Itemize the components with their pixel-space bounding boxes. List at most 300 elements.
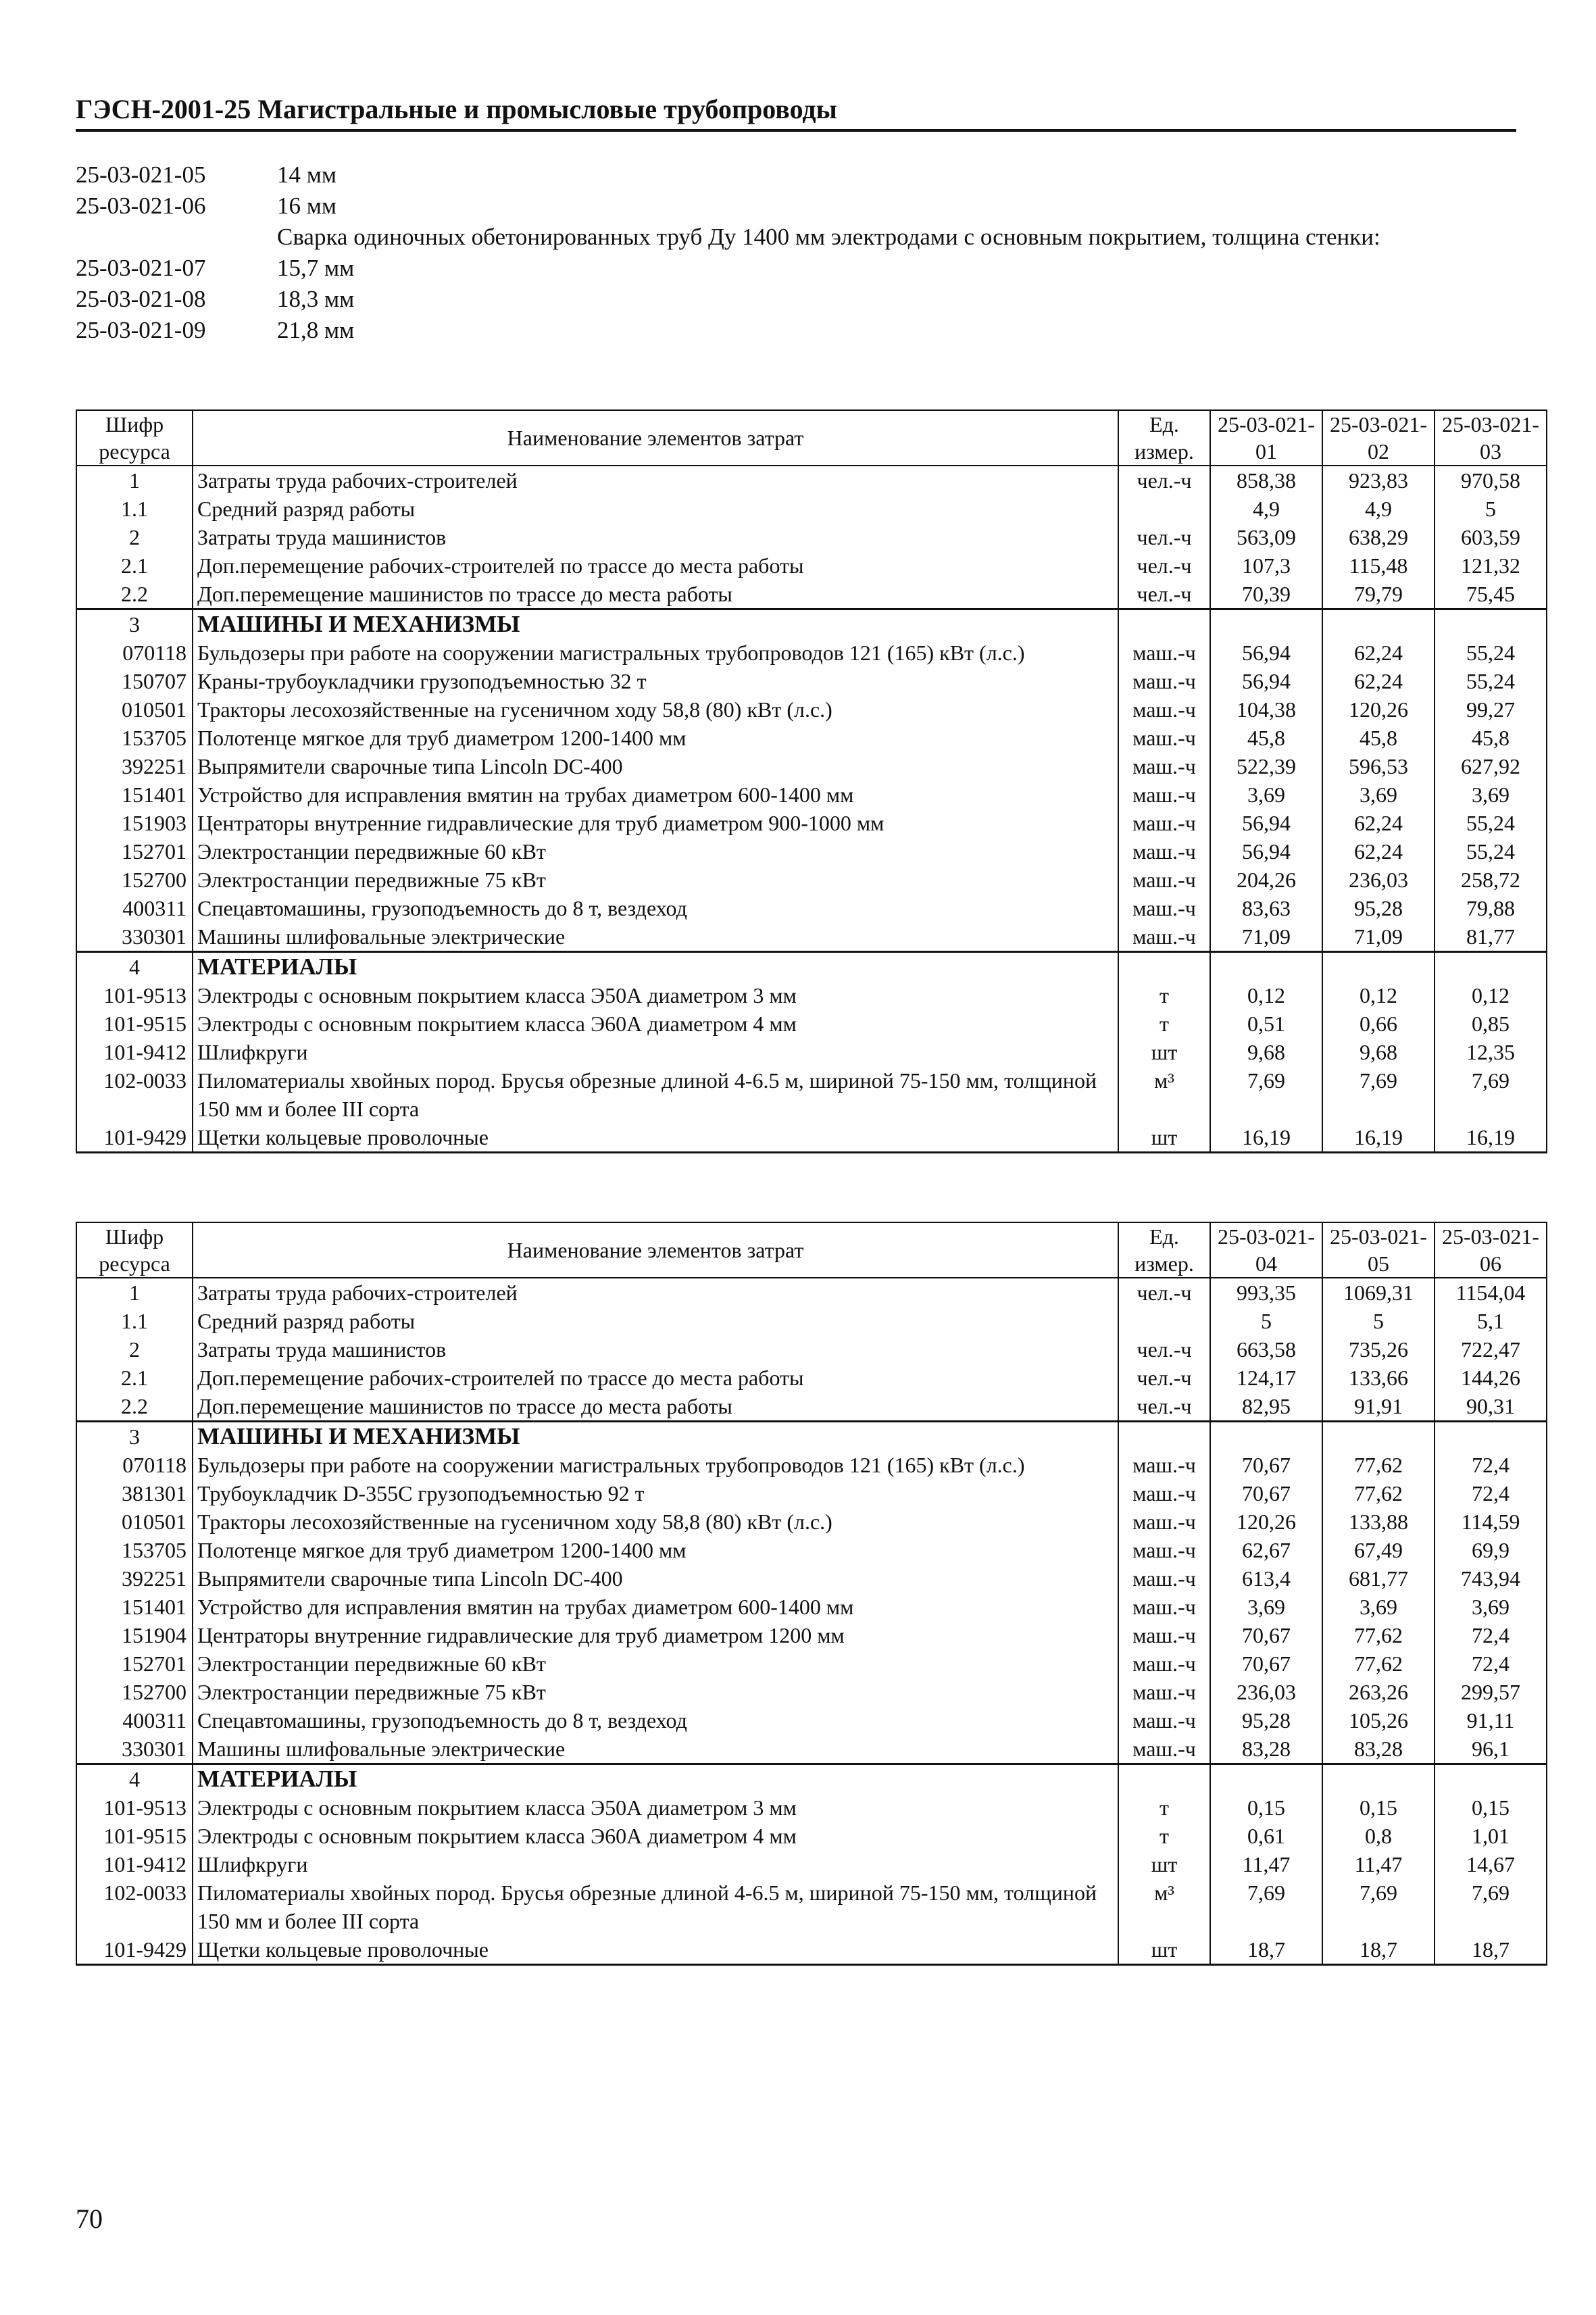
value-cell: 95,28 xyxy=(1210,1706,1322,1735)
intro-code: 25-03-021-06 xyxy=(76,193,206,219)
value-cell: 70,67 xyxy=(1210,1621,1322,1649)
value-cell xyxy=(1210,609,1322,639)
value-cell: 79,79 xyxy=(1322,580,1435,609)
value-cell: 5 xyxy=(1435,495,1547,523)
resource-code: 1 xyxy=(76,1278,193,1307)
unit: маш.-ч xyxy=(1118,809,1210,837)
value-cell: 613,4 xyxy=(1210,1564,1322,1593)
resource-name: Полотенце мягкое для труб диаметром 1200-1400 мм xyxy=(193,724,1118,752)
resource-name: МАШИНЫ И МЕХАНИЗМЫ xyxy=(193,609,1118,639)
value-cell: 9,68 xyxy=(1322,1038,1435,1066)
value-cell: 7,69 xyxy=(1210,1066,1322,1123)
table-row xyxy=(76,1066,1547,1123)
resource-code: 101-9515 xyxy=(76,1822,193,1850)
unit: чел.-ч xyxy=(1118,1364,1210,1392)
resource-name: Машины шлифовальные электрические xyxy=(193,1735,1118,1764)
intro-line xyxy=(76,253,1515,284)
value-cell: 77,62 xyxy=(1322,1451,1435,1479)
intro-line xyxy=(76,159,1515,191)
resource-name: Электростанции передвижные 60 кВт xyxy=(193,1649,1118,1678)
resource-name: Электростанции передвижные 75 кВт xyxy=(193,866,1118,894)
resource-name: Средний разряд работы xyxy=(193,1307,1118,1335)
value-cell: 70,67 xyxy=(1210,1451,1322,1479)
resource-code: 010501 xyxy=(76,1508,193,1536)
table-row xyxy=(76,1392,1547,1422)
resource-code: 152700 xyxy=(76,1678,193,1706)
value-cell: 923,83 xyxy=(1322,466,1435,495)
value-cell: 77,62 xyxy=(1322,1479,1435,1508)
resource-code: 152700 xyxy=(76,866,193,894)
unit: маш.-ч xyxy=(1118,866,1210,894)
header-norm-code: 25-03-021-04 xyxy=(1210,1222,1322,1278)
header-name: Наименование элементов затрат xyxy=(193,410,1118,466)
unit: маш.-ч xyxy=(1118,1564,1210,1593)
value-cell: 16,19 xyxy=(1210,1123,1322,1153)
unit: маш.-ч xyxy=(1118,1593,1210,1621)
value-cell: 55,24 xyxy=(1435,837,1547,866)
resource-name: Трубоукладчик D-355C грузоподъемностью 92 т xyxy=(193,1479,1118,1508)
table-row xyxy=(76,1010,1547,1038)
unit: маш.-ч xyxy=(1118,1451,1210,1479)
resource-name: Электростанции передвижные 60 кВт xyxy=(193,837,1118,866)
intro-code: 25-03-021-08 xyxy=(76,286,206,312)
intro-text: 18,3 мм xyxy=(277,286,355,312)
value-cell: 144,26 xyxy=(1435,1364,1547,1392)
unit: маш.-ч xyxy=(1118,1735,1210,1764)
value-cell: 7,69 xyxy=(1210,1878,1322,1935)
value-cell: 1069,31 xyxy=(1322,1278,1435,1307)
unit: шт xyxy=(1118,1935,1210,1965)
resource-code: 1.1 xyxy=(76,1307,193,1335)
table-row xyxy=(76,466,1547,495)
value-cell: 681,77 xyxy=(1322,1564,1435,1593)
value-cell: 1154,04 xyxy=(1435,1278,1547,1307)
value-cell: 7,69 xyxy=(1322,1066,1435,1123)
table-row xyxy=(76,667,1547,695)
value-cell: 72,4 xyxy=(1435,1649,1547,1678)
unit: т xyxy=(1118,1010,1210,1038)
value-cell: 91,91 xyxy=(1322,1392,1435,1422)
intro-code xyxy=(76,222,277,253)
running-header: ГЭСН-2001-25 Магистральные и промысловые трубопроводы xyxy=(76,93,1516,132)
unit: маш.-ч xyxy=(1118,837,1210,866)
value-cell: 12,35 xyxy=(1435,1038,1547,1066)
value-cell xyxy=(1210,1764,1322,1794)
header-norm-code: 25-03-021-05 xyxy=(1322,1222,1435,1278)
value-cell: 299,57 xyxy=(1435,1678,1547,1706)
value-cell: 104,38 xyxy=(1210,695,1322,724)
resource-code: 2 xyxy=(76,523,193,551)
header-code: Шифр ресурса xyxy=(76,410,193,466)
resource-name: Бульдозеры при работе на сооружении магистральных трубопроводов 121 (165) кВт (л.с.) xyxy=(193,1451,1118,1479)
intro-line xyxy=(76,315,1515,346)
value-cell: 743,94 xyxy=(1435,1564,1547,1593)
unit: маш.-ч xyxy=(1118,667,1210,695)
value-cell: 638,29 xyxy=(1322,523,1435,551)
intro-line xyxy=(76,284,1515,315)
table-row xyxy=(76,1935,1547,1965)
unit: чел.-ч xyxy=(1118,551,1210,580)
unit: шт xyxy=(1118,1123,1210,1153)
value-cell: 3,69 xyxy=(1210,1593,1322,1621)
unit: чел.-ч xyxy=(1118,523,1210,551)
unit: маш.-ч xyxy=(1118,752,1210,780)
value-cell: 603,59 xyxy=(1435,523,1547,551)
header-unit: Ед. измер. xyxy=(1118,1222,1210,1278)
table-row xyxy=(76,1364,1547,1392)
table-row xyxy=(76,1878,1547,1935)
value-cell: 0,61 xyxy=(1210,1822,1322,1850)
table-row xyxy=(76,837,1547,866)
value-cell: 72,4 xyxy=(1435,1479,1547,1508)
table-row xyxy=(76,922,1547,952)
section-row xyxy=(76,1422,1547,1451)
unit: маш.-ч xyxy=(1118,1678,1210,1706)
unit: чел.-ч xyxy=(1118,1335,1210,1364)
value-cell: 56,94 xyxy=(1210,667,1322,695)
value-cell: 120,26 xyxy=(1322,695,1435,724)
value-cell: 79,88 xyxy=(1435,894,1547,922)
value-cell: 55,24 xyxy=(1435,809,1547,837)
value-cell: 18,7 xyxy=(1435,1935,1547,1965)
resource-name: Центраторы внутренние гидравлические для труб диаметром 1200 мм xyxy=(193,1621,1118,1649)
resource-code: 151903 xyxy=(76,809,193,837)
resource-name: Выпрямители сварочные типа Lincoln DC-400 xyxy=(193,752,1118,780)
value-cell: 0,8 xyxy=(1322,1822,1435,1850)
unit: т xyxy=(1118,981,1210,1010)
value-cell: 96,1 xyxy=(1435,1735,1547,1764)
unit: шт xyxy=(1118,1038,1210,1066)
resource-code: 101-9429 xyxy=(76,1123,193,1153)
value-cell: 7,69 xyxy=(1435,1066,1547,1123)
table-row xyxy=(76,551,1547,580)
resource-code: 151401 xyxy=(76,780,193,809)
table-row xyxy=(76,1678,1547,1706)
resource-code: 101-9513 xyxy=(76,1793,193,1822)
resource-name: Устройство для исправления вмятин на трубах диаметром 600-1400 мм xyxy=(193,780,1118,809)
value-cell: 3,69 xyxy=(1322,1593,1435,1621)
table-row xyxy=(76,1822,1547,1850)
table-row xyxy=(76,639,1547,667)
value-cell xyxy=(1435,952,1547,982)
value-cell xyxy=(1322,1422,1435,1451)
value-cell: 91,11 xyxy=(1435,1706,1547,1735)
value-cell: 0,15 xyxy=(1322,1793,1435,1822)
unit: маш.-ч xyxy=(1118,1649,1210,1678)
value-cell: 14,67 xyxy=(1435,1850,1547,1878)
value-cell: 9,68 xyxy=(1210,1038,1322,1066)
unit: м³ xyxy=(1118,1066,1210,1123)
resource-code: 152701 xyxy=(76,837,193,866)
value-cell: 45,8 xyxy=(1435,724,1547,752)
value-cell: 236,03 xyxy=(1322,866,1435,894)
resource-name: Затраты труда рабочих-строителей xyxy=(193,466,1118,495)
unit: чел.-ч xyxy=(1118,466,1210,495)
value-cell: 45,8 xyxy=(1322,724,1435,752)
resource-name: Полотенце мягкое для труб диаметром 1200-1400 мм xyxy=(193,1536,1118,1564)
value-cell: 258,72 xyxy=(1435,866,1547,894)
resource-name: Электроды с основным покрытием класса Э50А диаметром 3 мм xyxy=(193,1793,1118,1822)
intro-text: 21,8 мм xyxy=(277,317,355,343)
value-cell: 75,45 xyxy=(1435,580,1547,609)
value-cell: 83,28 xyxy=(1210,1735,1322,1764)
unit: маш.-ч xyxy=(1118,724,1210,752)
value-cell: 0,12 xyxy=(1210,981,1322,1010)
table-row xyxy=(76,1649,1547,1678)
resource-code: 153705 xyxy=(76,1536,193,1564)
resource-code: 101-9412 xyxy=(76,1850,193,1878)
resource-code: 152701 xyxy=(76,1649,193,1678)
resource-name: Пиломатериалы хвойных пород. Брусья обрезные длиной 4-6.5 м, шириной 75-150 мм, толщиной 150 мм и более III сорта xyxy=(193,1066,1118,1123)
value-cell: 107,3 xyxy=(1210,551,1322,580)
resource-name: Доп.перемещение рабочих-строителей по трассе до места работы xyxy=(193,1364,1118,1392)
unit xyxy=(1118,1422,1210,1451)
value-cell: 70,67 xyxy=(1210,1479,1322,1508)
resource-code: 330301 xyxy=(76,922,193,952)
value-cell: 3,69 xyxy=(1210,780,1322,809)
resource-code: 2.1 xyxy=(76,551,193,580)
value-cell: 45,8 xyxy=(1210,724,1322,752)
value-cell: 114,59 xyxy=(1435,1508,1547,1536)
resource-code: 102-0033 xyxy=(76,1878,193,1935)
resource-name: Краны-трубоукладчики грузоподъемностью 32 т xyxy=(193,667,1118,695)
intro-code: 25-03-021-05 xyxy=(76,161,206,188)
table-row xyxy=(76,1451,1547,1479)
table-row xyxy=(76,523,1547,551)
value-cell: 16,19 xyxy=(1435,1123,1547,1153)
resource-name: Электроды с основным покрытием класса Э60А диаметром 4 мм xyxy=(193,1822,1118,1850)
table-row xyxy=(76,1793,1547,1822)
value-cell: 0,12 xyxy=(1322,981,1435,1010)
value-cell: 0,66 xyxy=(1322,1010,1435,1038)
header-code: Шифр ресурса xyxy=(76,1222,193,1278)
table-row xyxy=(76,981,1547,1010)
table-row xyxy=(76,580,1547,609)
value-cell: 3,69 xyxy=(1322,780,1435,809)
value-cell: 522,39 xyxy=(1210,752,1322,780)
resource-code: 4 xyxy=(76,1764,193,1794)
value-cell: 7,69 xyxy=(1435,1878,1547,1935)
table-row xyxy=(76,1508,1547,1536)
intro-line xyxy=(76,191,1515,222)
table-row xyxy=(76,1536,1547,1564)
table-row xyxy=(76,809,1547,837)
value-cell: 722,47 xyxy=(1435,1335,1547,1364)
table-row xyxy=(76,1038,1547,1066)
value-cell: 56,94 xyxy=(1210,639,1322,667)
value-cell: 81,77 xyxy=(1435,922,1547,952)
value-cell: 56,94 xyxy=(1210,837,1322,866)
unit: маш.-ч xyxy=(1118,780,1210,809)
value-cell: 204,26 xyxy=(1210,866,1322,894)
section-row xyxy=(76,952,1547,982)
intro-text: 14 мм xyxy=(277,161,337,188)
value-cell: 0,15 xyxy=(1210,1793,1322,1822)
value-cell: 0,15 xyxy=(1435,1793,1547,1822)
value-cell xyxy=(1435,1422,1547,1451)
unit: маш.-ч xyxy=(1118,922,1210,952)
unit: чел.-ч xyxy=(1118,1392,1210,1422)
unit: маш.-ч xyxy=(1118,639,1210,667)
intro-code: 25-03-021-07 xyxy=(76,255,206,281)
header-name: Наименование элементов затрат xyxy=(193,1222,1118,1278)
resource-code: 010501 xyxy=(76,695,193,724)
value-cell: 115,48 xyxy=(1322,551,1435,580)
resource-code: 2.2 xyxy=(76,580,193,609)
unit xyxy=(1118,495,1210,523)
resource-table-1 xyxy=(76,409,1547,1153)
table-row xyxy=(76,894,1547,922)
resource-name: Машины шлифовальные электрические xyxy=(193,922,1118,952)
value-cell: 71,09 xyxy=(1322,922,1435,952)
value-cell: 663,58 xyxy=(1210,1335,1322,1364)
value-cell: 735,26 xyxy=(1322,1335,1435,1364)
value-cell: 596,53 xyxy=(1322,752,1435,780)
unit: маш.-ч xyxy=(1118,1706,1210,1735)
value-cell xyxy=(1435,1764,1547,1794)
table-row xyxy=(76,752,1547,780)
value-cell xyxy=(1210,952,1322,982)
value-cell: 18,7 xyxy=(1322,1935,1435,1965)
value-cell xyxy=(1322,952,1435,982)
value-cell: 77,62 xyxy=(1322,1621,1435,1649)
resource-code: 2.2 xyxy=(76,1392,193,1422)
table-row xyxy=(76,1307,1547,1335)
value-cell xyxy=(1322,609,1435,639)
value-cell: 4,9 xyxy=(1210,495,1322,523)
table-row xyxy=(76,1706,1547,1735)
section-row xyxy=(76,609,1547,639)
unit: маш.-ч xyxy=(1118,695,1210,724)
value-cell: 82,95 xyxy=(1210,1392,1322,1422)
value-cell: 70,67 xyxy=(1210,1649,1322,1678)
unit xyxy=(1118,1764,1210,1794)
value-cell: 72,4 xyxy=(1435,1621,1547,1649)
value-cell: 90,31 xyxy=(1435,1392,1547,1422)
unit xyxy=(1118,952,1210,982)
resource-code: 151904 xyxy=(76,1621,193,1649)
resource-code: 1 xyxy=(76,466,193,495)
resource-name: Электростанции передвижные 75 кВт xyxy=(193,1678,1118,1706)
resource-code: 400311 xyxy=(76,1706,193,1735)
resource-name: Спецавтомашины, грузоподъемность до 8 т, вездеход xyxy=(193,1706,1118,1735)
value-cell: 121,32 xyxy=(1435,551,1547,580)
resource-name: Тракторы лесохозяйственные на гусеничном ходу 58,8 (80) кВт (л.с.) xyxy=(193,695,1118,724)
table-header-row xyxy=(76,410,1547,466)
resource-name: МАШИНЫ И МЕХАНИЗМЫ xyxy=(193,1422,1118,1451)
value-cell: 11,47 xyxy=(1322,1850,1435,1878)
resource-code: 3 xyxy=(76,1422,193,1451)
value-cell: 95,28 xyxy=(1322,894,1435,922)
value-cell: 5 xyxy=(1210,1307,1322,1335)
resource-code: 400311 xyxy=(76,894,193,922)
resource-code: 070118 xyxy=(76,639,193,667)
resource-code: 102-0033 xyxy=(76,1066,193,1123)
resource-code: 4 xyxy=(76,952,193,982)
resource-name: Электроды с основным покрытием класса Э50А диаметром 3 мм xyxy=(193,981,1118,1010)
unit: маш.-ч xyxy=(1118,1479,1210,1508)
resource-code: 2.1 xyxy=(76,1364,193,1392)
value-cell: 563,09 xyxy=(1210,523,1322,551)
resource-name: Затраты труда машинистов xyxy=(193,1335,1118,1364)
resource-name: Доп.перемещение машинистов по трассе до места работы xyxy=(193,1392,1118,1422)
unit: маш.-ч xyxy=(1118,1621,1210,1649)
header-unit: Ед. измер. xyxy=(1118,410,1210,466)
unit xyxy=(1118,609,1210,639)
value-cell: 18,7 xyxy=(1210,1935,1322,1965)
resource-code: 151401 xyxy=(76,1593,193,1621)
unit: чел.-ч xyxy=(1118,1278,1210,1307)
value-cell: 56,94 xyxy=(1210,809,1322,837)
value-cell: 105,26 xyxy=(1322,1706,1435,1735)
table-row xyxy=(76,1850,1547,1878)
table-row xyxy=(76,695,1547,724)
header-norm-code: 25-03-021-03 xyxy=(1435,410,1547,466)
resource-code: 101-9513 xyxy=(76,981,193,1010)
value-cell: 0,51 xyxy=(1210,1010,1322,1038)
resource-code: 101-9412 xyxy=(76,1038,193,1066)
value-cell: 62,24 xyxy=(1322,639,1435,667)
table-row xyxy=(76,1593,1547,1621)
resource-code: 381301 xyxy=(76,1479,193,1508)
intro-text: Сварка одиночных обетонированных труб Ду 1400 мм электродами с основным покрытием, толщина стенки: xyxy=(277,224,1380,250)
resource-name: Шлифкруги xyxy=(193,1850,1118,1878)
resource-code: 3 xyxy=(76,609,193,639)
value-cell xyxy=(1210,1422,1322,1451)
table-row xyxy=(76,1564,1547,1593)
resource-name: Пиломатериалы хвойных пород. Брусья обрезные длиной 4-6.5 м, шириной 75-150 мм, толщиной 150 мм и более III сорта xyxy=(193,1878,1118,1935)
unit xyxy=(1118,1307,1210,1335)
section-row xyxy=(76,1764,1547,1794)
resource-code: 392251 xyxy=(76,1564,193,1593)
unit: м³ xyxy=(1118,1878,1210,1935)
resource-code: 101-9429 xyxy=(76,1935,193,1965)
value-cell: 120,26 xyxy=(1210,1508,1322,1536)
value-cell: 3,69 xyxy=(1435,780,1547,809)
header-norm-code: 25-03-021-02 xyxy=(1322,410,1435,466)
value-cell: 133,88 xyxy=(1322,1508,1435,1536)
value-cell: 62,24 xyxy=(1322,837,1435,866)
unit: т xyxy=(1118,1793,1210,1822)
value-cell: 627,92 xyxy=(1435,752,1547,780)
resource-name: Электроды с основным покрытием класса Э60А диаметром 4 мм xyxy=(193,1010,1118,1038)
header-norm-code: 25-03-021-06 xyxy=(1435,1222,1547,1278)
resource-name: Затраты труда машинистов xyxy=(193,523,1118,551)
value-cell xyxy=(1435,609,1547,639)
resource-code: 150707 xyxy=(76,667,193,695)
table-row xyxy=(76,1479,1547,1508)
resource-code: 070118 xyxy=(76,1451,193,1479)
page-number: 70 xyxy=(76,2204,103,2234)
value-cell: 858,38 xyxy=(1210,466,1322,495)
resource-code: 153705 xyxy=(76,724,193,752)
resource-name: Спецавтомашины, грузоподъемность до 8 т, вездеход xyxy=(193,894,1118,922)
value-cell: 5 xyxy=(1322,1307,1435,1335)
value-cell: 263,26 xyxy=(1322,1678,1435,1706)
table-row xyxy=(76,866,1547,894)
header-norm-code: 25-03-021-01 xyxy=(1210,410,1322,466)
table-row xyxy=(76,495,1547,523)
resource-code: 2 xyxy=(76,1335,193,1364)
value-cell: 970,58 xyxy=(1435,466,1547,495)
resource-code: 1.1 xyxy=(76,495,193,523)
value-cell: 62,67 xyxy=(1210,1536,1322,1564)
unit: шт xyxy=(1118,1850,1210,1878)
value-cell: 55,24 xyxy=(1435,667,1547,695)
value-cell: 4,9 xyxy=(1322,495,1435,523)
value-cell: 5,1 xyxy=(1435,1307,1547,1335)
resource-name: Щетки кольцевые проволочные xyxy=(193,1935,1118,1965)
